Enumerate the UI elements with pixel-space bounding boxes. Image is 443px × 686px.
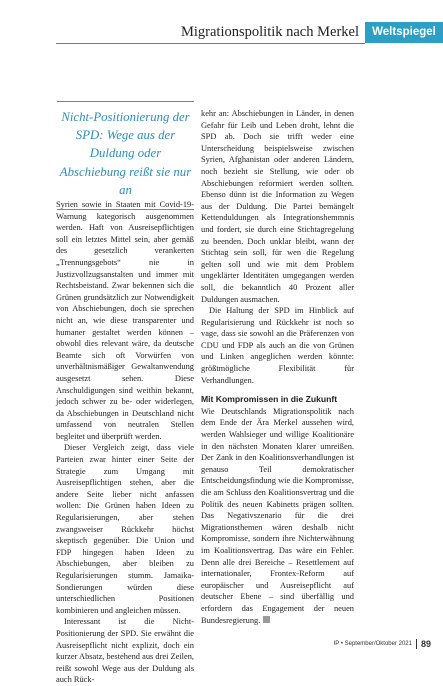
running-title: Migrationspolitik nach Merkel xyxy=(181,24,359,40)
section-label: Weltspiegel xyxy=(365,22,443,43)
page-number: 89 xyxy=(420,639,431,649)
paragraph-text: Wie Deutschlands Migrationspolitik nach dem Ende der Ära Merkel aussehen wird, werden Wahlsieger und willige Koalitionäre in den nächsten Monaten klarer umreißen. Der Zank in den Koalitionsverhandlungen ist genauso Teil demokratischer Entscheidungsfindung wie die Kompromisse, die am Schluss den Koalitionsvertrag und die Politik des neuen Kabinetts prägen sollten. Das Negativszenario für die drei Migrationsthemen wären deshalb nicht Kompromisse, sondern ihre Nichterwähnung im Koalitionsvertrag. Das wäre ein Fehler. Denn alle drei Bereiche – Resettlement auf internationaler, Frontex-Reform auf europäischer und Ausreisepflicht auf deutscher Ebene – sind überfällig und erfordern das Engagement der neuen Bundesregierung. xyxy=(201,406,354,625)
left-text-column xyxy=(56,199,194,686)
section-subheading: Mit Kompromissen in die Zukunft xyxy=(201,394,338,405)
paragraph: Dieser Vergleich zeigt, dass viele Parteien zwar hinter einer Seite der Strategie zum Umgang mit Ausreisepflichtigen stehen, aber die andere Seite lieber nicht anfassen wollen: Die Grünen haben Ideen zu Regularisierungen, aber stehen zwangsweiser Rückkehr höchst skeptisch gegenüber. Die Union und FDP hingegen haben Ideen zu Abschiebungen, aber bleiben zu Regularisierungen stumm. Jamaika-Sondierungen würden diese unterschiedlichen Positionen kombinieren und angleichen müssen. xyxy=(56,443,194,615)
end-of-article-mark xyxy=(263,616,270,623)
right-text-column xyxy=(201,108,354,626)
header-divider xyxy=(56,43,365,44)
paragraph: Interessant ist die Nicht-Positionierung der SPD. Sie erwähnt die Ausreisepflicht nicht explizit, doch ein kurzer Absatz, bestehend aus drei Zeilen, reißt sowohl Wege aus der Duldung als auch Rück- xyxy=(56,617,194,685)
magazine-issue: IP • September/Oktober 2021 xyxy=(333,641,412,647)
page-footer xyxy=(334,639,431,649)
footer-divider xyxy=(416,639,417,649)
paragraph: kehr an: Abschiebungen in Länder, in denen Gefahr für Leib und Leben droht, lehnt die SPD ab. Doch sie trifft weder eine Unterscheidung beispielsweise zwischen Syrien, Afghanistan oder anderen Ländern, noch bezieht sie Stellung, wie oder ob Abschiebungen reformiert werden sollten. Ebenso dünn ist die Information zu Wegen aus der Duldung. Die Partei bemängelt Kettenduldungen als Integrationshemmnis und fordert, sie durch eine Stichtagregelung zu beenden. Doch unklar bleibt, wann der Stichtag sein soll, für wen die Regelung gelten soll und wie mit dem Problem ungeklärter Identitäten umgegangen werden soll, die bekanntlich 40 Prozent aller Duldungen ausmachen. xyxy=(201,109,354,304)
page-header xyxy=(0,0,443,44)
pull-quote: Nicht-Positionierung der SPD: Wege aus der Duldung oder Abschiebung reißt sie nur an xyxy=(57,101,194,210)
paragraph: Syrien sowie in Staaten mit Covid-19-Warnung kategorisch ausgenommen werden. Haft von Ausreisepflichtigen soll ein letztes Mittel sein, aber gemäß des gesetzlich verankerten „Trennungsgebots“ nie in Justizvollzugsanstalten und immer mit Rechtsbeistand. Zwar bekennen sich die Grünen grundsätzlich zur Notwendigkeit von Abschiebungen, doch sie sprechen nicht an, wie diese transparenter und humaner gestaltet werden können – obwohl dies relevant wäre, da deutsche Beamte sich oft Vorwürfen von unverhältnismäßiger Gewaltanwendung ausgesetzt sehen. Diese Anschuldigungen sind weithin bekannt, jedoch schwer zu be- oder widerlegen, da Abschiebungen in Deutschland nicht umfassend von neutralen Stellen begleitet und überprüft werden. xyxy=(56,200,194,441)
paragraph: Die Haltung der SPD im Hinblick auf Regularisierung und Rückkehr ist noch so vage, dass sie sowohl an die Präferenzen von CDU und FDP als auch an die von Grünen und Linken angeglichen werden könnte: größtmögliche Flexibilität für Verhandlungen. xyxy=(201,306,354,385)
paragraph xyxy=(201,406,354,626)
